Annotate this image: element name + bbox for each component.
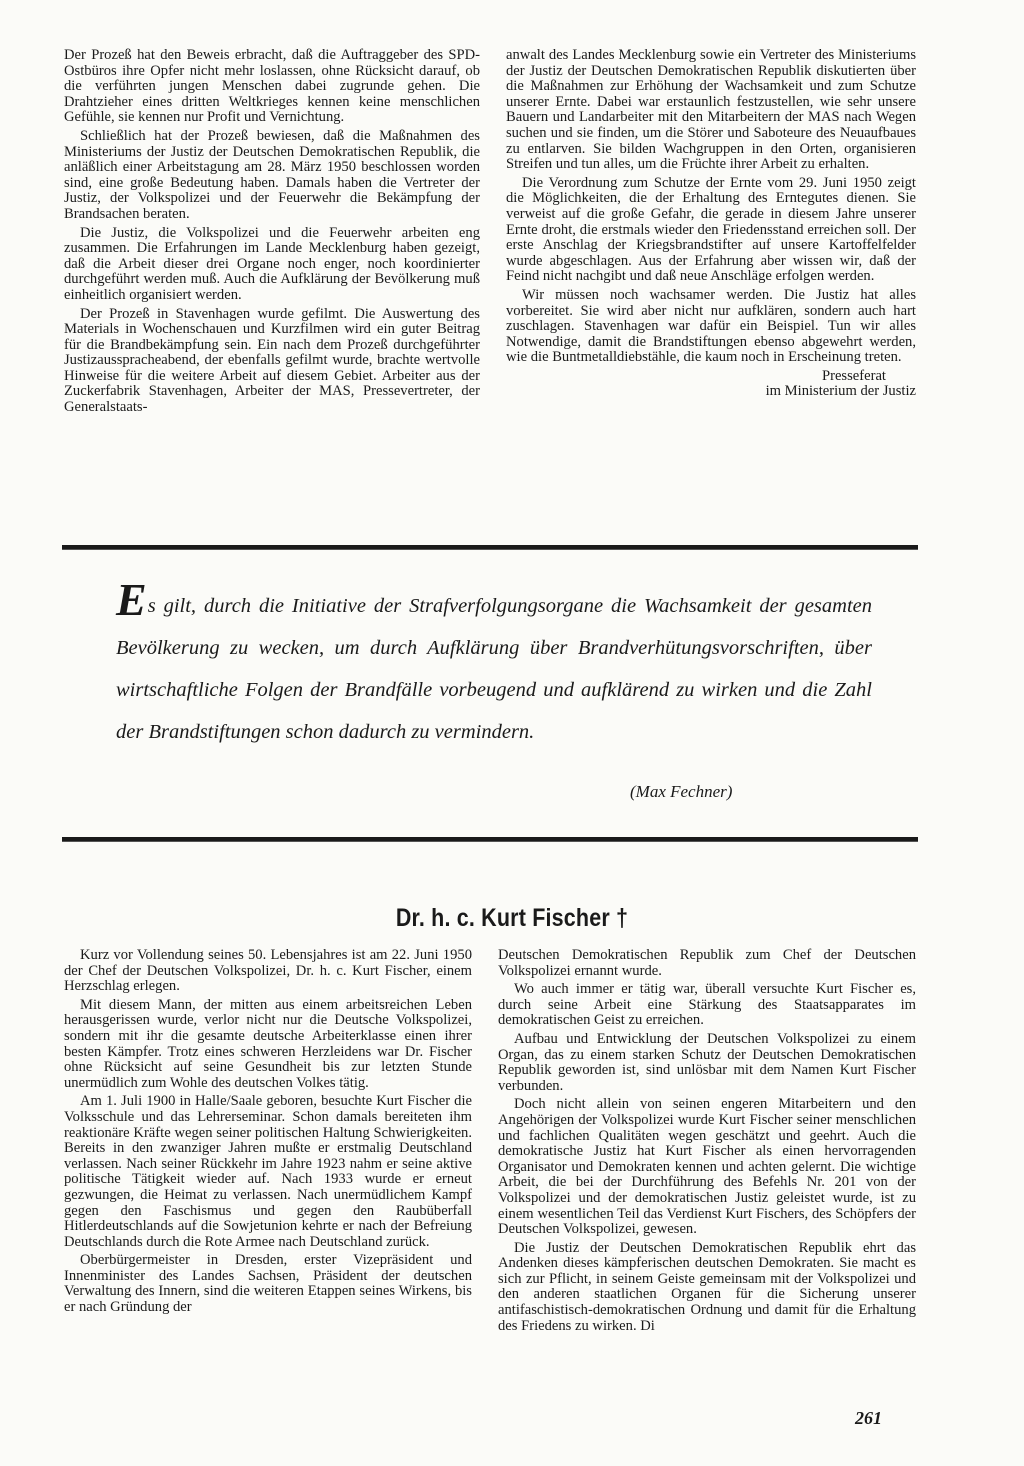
page-number: 261 (855, 1408, 882, 1428)
paragraph: Am 1. Juli 1900 in Halle/Saale geboren, besuchte Kurt Fischer die Volksschule und das Lehrerseminar. Schon damals bereiteten ihm reaktionäre Kräfte wegen seiner politischen Haltung Schwierigkeiten. Bereits in den zwanziger Jahren mußte er erstmalig Deutschland verlassen. Nach seiner Rückkehr im Jahre 1923 nahm er seine aktive politische Tätigkeit wieder auf. Nach 1933 wurde er erneut gezwungen, die Heimat zu verlassen. Nach unermüdlichem Kampf gegen den Faschismus und gegen den Raubüberfall Hitlerdeutschlands auf die Sowjetunion kehrte er nach der Befreiung Deutschlands durch die Rote Armee nach Deutschland zurück. (64, 1093, 472, 1250)
paragraph: Wir müssen noch wachsamer werden. Die Justiz hat alles vorbereitet. Sie wird aber nicht nur aufklären, sondern auch hart zuschlagen. Stavenhagen war dafür ein Beispiel. Tun wir alles Notwendige, damit die Brandstiftungen ebenso abgewehrt werden, wie die Buntmetalldiebstähle, die kaum noch in Erscheinung treten. (506, 286, 916, 366)
top-right-column (506, 48, 916, 400)
paragraph: Deutschen Demokratischen Republik zum Chef der Deutschen Volkspolizei ernannt wurde. (498, 947, 916, 979)
paragraph: Doch nicht allein von seinen engeren Mitarbeitern und den Angehörigen der Volkspolizei wurde Kurt Fischer seiner menschlichen und fachlichen Qualitäten wegen geschätzt und geehrt. Auch die demokratische Justiz hat Kurt Fischer als einen hervorragenden Organisator und Demokraten kennen und achten gelernt. Die wichtige Arbeit, die bei der Durchführung des Befehls Nr. 201 von der Volkspolizei und der demokratischen Justiz geleistet wurde, ist zu einem wesentlichen Teil das Verdienst Kurt Fischers, des Schöpfers der Deutschen Volkspolizei, gewesen. (498, 1096, 916, 1238)
horizontal-rule-top (62, 545, 918, 550)
paragraph: Aufbau und Entwicklung der Deutschen Volkspolizei zu einem Organ, das zu einem starken Schutz der Deutschen Demokratischen Republik geworden ist, sind unlösbar mit dem Namen Kurt Fischer verbunden. (498, 1030, 916, 1094)
article-title: Dr. h. c. Kurt Fischer † (395, 904, 629, 932)
paragraph: anwalt des Landes Mecklenburg sowie ein Vertreter des Ministeriums der Justiz der Deutschen Demokratischen Republik diskutierten über die Maßnahmen zur Erhöhung der Wachsamkeit und zum Schutze unserer Ernte. Dabei war erstaunlich festzustellen, wie sehr unsere Bauern und Landarbeiter mit den Mitarbeitern der MAS nach Wegen suchen und sie finden, um die Störer und Saboteure des Neuaufbaues zu entlarven. Sie bilden Wachgruppen in den Orten, organisieren Streifen und tun alles, um die Früchte ihrer Arbeit zu erhalten. (506, 47, 916, 173)
paragraph: Die Verordnung zum Schutze der Ernte vom 29. Juni 1950 zeigt die Möglichkeiten, die der Erhaltung des Erntegutes dienen. Sie verweist auf die große Gefahr, die gerade in diesem Jahre unserer Ernte droht, die erstmals wieder den Friedensstand erreichen soll. Der erste Anschlag der Kriegsbrandstifter auf unsere Kartoffelfelder wurde abgeschlagen. Aus der Erfahrung aber wissen wir, daß der Feind nicht nachgibt und daß neue Anschläge erfolgen werden. (506, 174, 916, 285)
paragraph: Mit diesem Mann, der mitten aus einem arbeitsreichen Leben herausgerissen wurde, verlor nicht nur die Deutsche Volkspolizei, sondern mit ihr die gesamte deutsche Arbeiterklasse einen ihrer besten Kämpfer. Trotz eines schweren Herzleidens war Dr. Fischer ohne Rücksicht auf seine Gesundheit bis zur letzten Stunde unermüdlich zum Wohle des deutschen Volkes tätig. (64, 996, 472, 1091)
paragraph: Schließlich hat der Prozeß bewiesen, daß die Maßnahmen des Ministeriums der Justiz der Deutschen Demokratischen Republik, die anläßlich einer Arbeitstagung am 28. März 1950 beschlossen worden sind, eine große Bedeutung haben. Damals haben die Vertreter der Justiz, der Volkspolizei und der Feuerwehr die Bekämpfung der Brandsachen beraten. (64, 127, 480, 222)
quote-author: (Max Fechner) (630, 782, 733, 801)
paragraph: Oberbürgermeister in Dresden, erster Vizepräsident und Innenminister des Landes Sachsen, Präsident der deutschen Verwaltung des Innern, sind die weiteren Etappen seines Wirkens, bis er nach Gründung der (64, 1252, 472, 1316)
paragraph: Die Justiz, die Volkspolizei und die Feuerwehr arbeiten eng zusammen. Die Erfahrungen im Lande Mecklenburg haben gezeigt, daß die Arbeit dieser drei Organe noch enger, noch koordinierter durchgeführt werden muß. Auch die Aufklärung der Bevölkerung muß einheitlich organisiert werden. (64, 224, 480, 303)
paragraph: Kurz vor Vollendung seines 50. Lebensjahres ist am 22. Juni 1950 der Chef der Deutschen Volkspolizei, Dr. h. c. Kurt Fischer, einem Herzschlag erlegen. (64, 947, 472, 995)
quote-text: s gilt, durch die Initiative der Strafverfolgungsorgane die Wachsamkeit der gesamten Bevölkerung zu wecken, um durch Aufklärung über Brandverhütungsvorschriften, über wirtschaftliche Folgen der Brandfälle vorbeugend und aufklärend zu wirken und die Zahl der Brandstiftungen schon dadurch zu vermindern. (116, 595, 872, 743)
top-left-column (64, 48, 480, 419)
quote-dropcap: E (116, 574, 147, 625)
bottom-right-column (498, 948, 916, 1337)
paragraph: Die Justiz der Deutschen Demokratischen Republik ehrt das Andenken dieses kämpferischen deutschen Demokraten. Sie macht es sich zur Pflicht, in seinem Geiste gemeinsam mit der Volkspolizei und den anderen staatlichen Organen für die Sicherung unserer antifaschistisch-demokratischen Ordnung und damit für die Erhaltung des Friedens zu wirken. Di (498, 1239, 916, 1334)
bottom-left-column (64, 948, 472, 1319)
paragraph: Der Prozeß in Stavenhagen wurde gefilmt. Die Auswertung des Materials in Wochenschauen und Kurzfilmen wird ein guter Beitrag für die Brandbekämpfung sein. Ein nach dem Prozeß durchgeführter Justizausspracheabend, der ebenfalls gefilmt wurde, brachte wertvolle Hinweise für die weitere Arbeit auf diesem Gebiet. Arbeiter aus der Zuckerfabrik Stavenhagen, Arbeiter der MAS, Pressevertreter, der Generalstaats- (64, 305, 480, 416)
paragraph: Wo auch immer er tätig war, überall versuchte Kurt Fischer es, durch seine Arbeit eine Stärkung des Staatsapparates im demokratischen Geist zu erreichen. (498, 981, 916, 1029)
signature-line-1: Presseferat (821, 367, 886, 384)
signature-line-2: im Ministerium der Justiz (765, 383, 916, 400)
paragraph: Der Prozeß hat den Beweis erbracht, daß die Auftraggeber des SPD-Ostbüros ihre Opfer nicht mehr loslassen, ohne Rücksicht darauf, ob die verführten jungen Menschen dabei zugrunde gehen. Die Drahtzieher eines dritten Weltkrieges kennen keine menschlichen Gefühle, sie kennen nur Profit und Vernichtung. (64, 47, 480, 126)
horizontal-rule-bottom (62, 837, 918, 842)
quote-block (116, 574, 872, 753)
signature (506, 369, 916, 400)
